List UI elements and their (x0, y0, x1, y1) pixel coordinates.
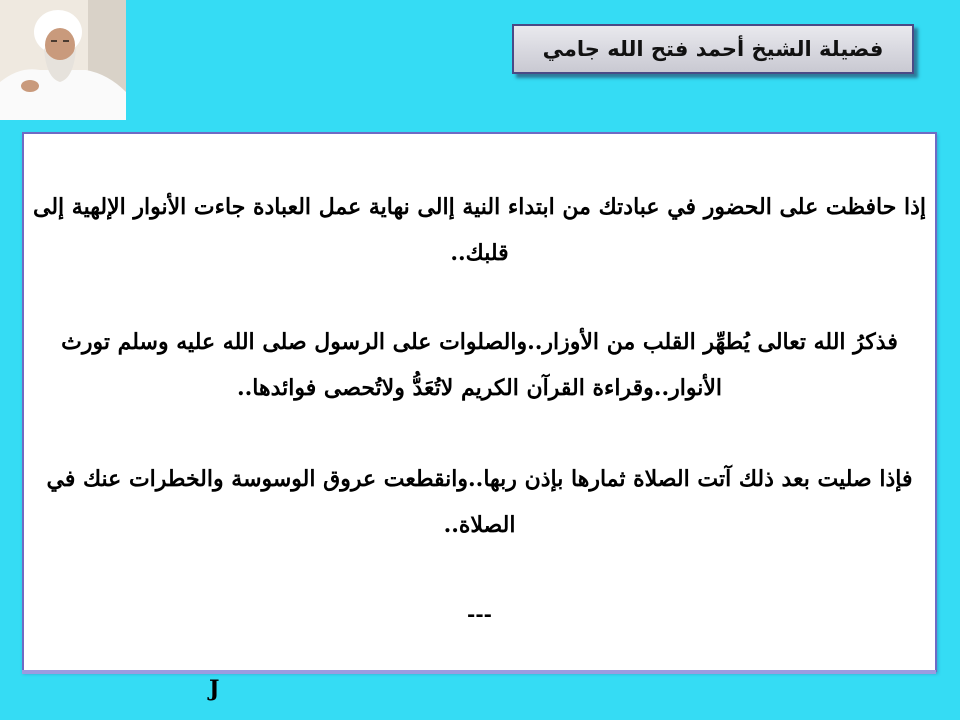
paragraph-2: فذكرُ الله تعالى يُطهِّر القلب من الأوزار..والصلوات على الرسول صلى الله عليه وسلم تورث الأنوار..وقراءة القرآن الكريم لاتُعَدُّ ولاتُحصى فوائدها.. (61, 329, 898, 401)
title-banner (512, 24, 914, 74)
paragraph-1: إذا حافظت على الحضور في عبادتك من ابتداء النية إالى نهاية عمل العبادة جاءت الأنوار الإلهية إلى قلبك.. (32, 194, 927, 266)
bottom-divider (22, 670, 936, 674)
content-panel (22, 132, 937, 672)
bottom-mark: J (209, 676, 220, 702)
paragraph-3: فإذا صليت بعد ذلك آتت الصلاة ثمارها بإذن ربها..وانقطعت عروق الوسوسة والخطرات عنك في الصلاة.. (46, 466, 913, 538)
page-title: فضيلة الشيخ أحمد فتح الله جامي (542, 37, 884, 61)
portrait-image (0, 0, 126, 120)
sheikh-photo (0, 0, 126, 120)
separator: --- (467, 602, 492, 626)
